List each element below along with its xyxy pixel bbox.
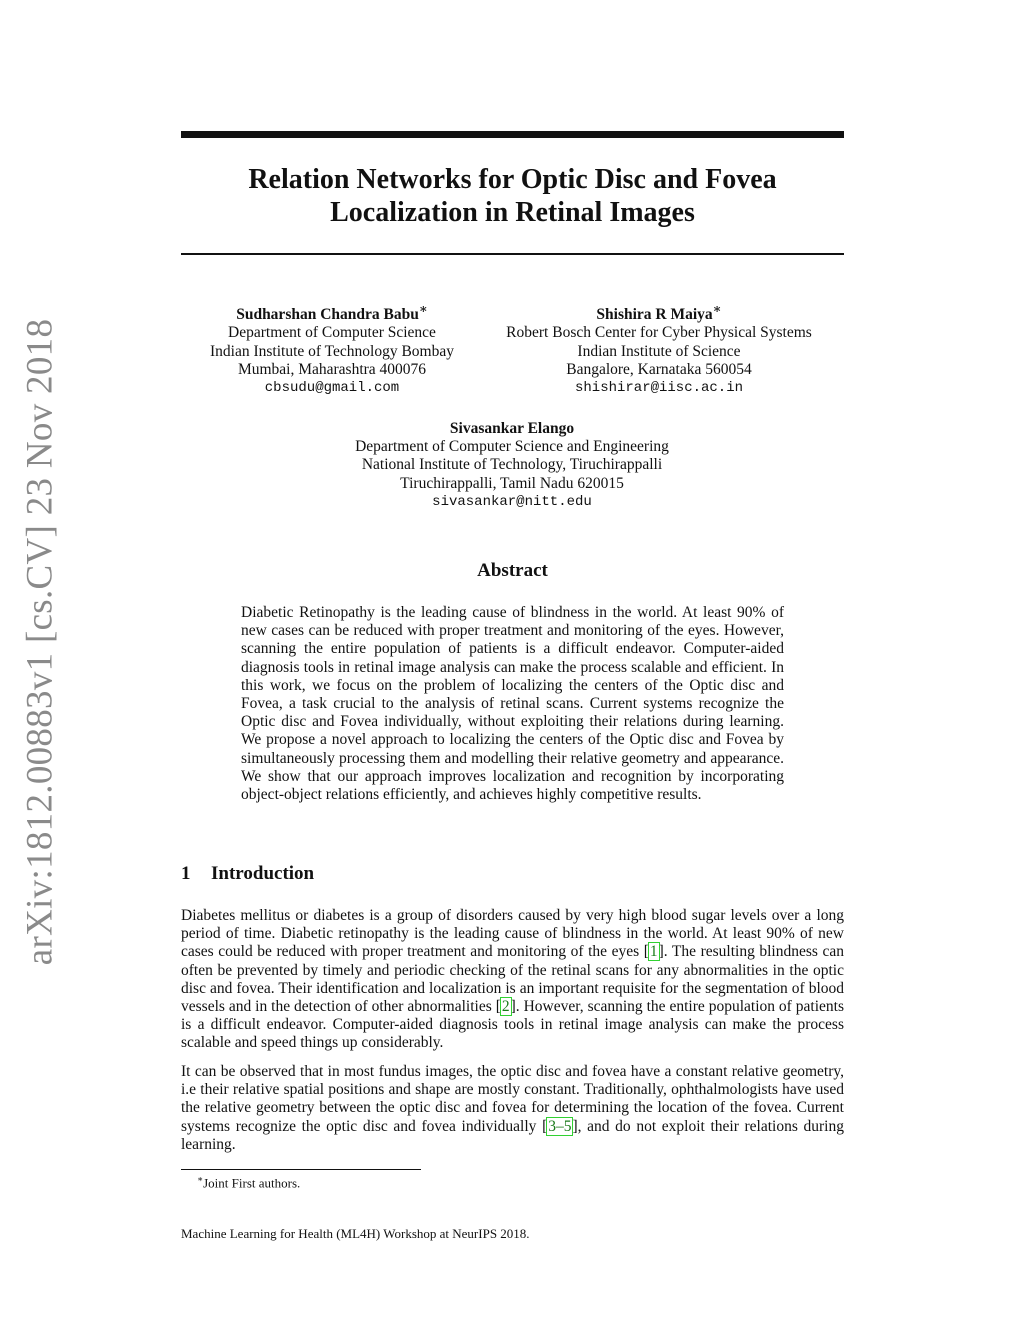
arxiv-id-text: arXiv:1812.00883v1 [cs.CV] 23 Nov 2018: [19, 318, 61, 966]
author-block-2: [480, 300, 838, 397]
author-address: Bangalore, Karnataka 560054: [566, 360, 752, 378]
paper-title: [181, 163, 844, 229]
venue-note: Machine Learning for Health (ML4H) Workshop at NeurIPS 2018.: [181, 1226, 530, 1241]
citation-link[interactable]: 2: [501, 998, 510, 1016]
citation-link[interactable]: 3–5: [548, 1117, 572, 1135]
author-institution: National Institute of Technology, Tiruchirappalli: [361, 456, 663, 474]
author-name: Sivasankar Elango: [449, 420, 575, 437]
arxiv-identifier-stamp: [0, 0, 80, 1325]
author-email: sivasankar@nitt.edu: [432, 493, 592, 510]
title-line-2: Localization in Retinal Images: [330, 197, 695, 228]
section-heading-introduction: [181, 863, 314, 885]
footnote-mark: ∗: [197, 1174, 204, 1184]
title-top-rule: [181, 131, 844, 138]
author-block-3: [300, 420, 724, 511]
author-department: Robert Bosch Center for Cyber Physical Systems: [506, 324, 812, 342]
section-number: 1: [181, 863, 191, 884]
footnote-text: Joint First authors.: [203, 1175, 301, 1191]
citation-link[interactable]: 1: [649, 943, 658, 961]
title-bottom-rule: [181, 253, 844, 255]
section-title: Introduction: [211, 863, 315, 884]
intro-paragraph-1: Diabetes mellitus or diabetes is a group of disorders caused by very high blood sugar levels over a long period of time. Diabetic retinopathy is the leading cause of blindness in the world. At least 90% of new cases could be reduced with proper treatment and monitoring of the eyes [1]. The resulting blindness can often be prevented by timely and periodic checking of the retinal scans for any abnormalities in the optic disc and fovea. Their identification and localization is an important requisite for the segmentation of blood vessels and in the detection of other abnormalities [2]. However, scanning the entire population of patients is a difficult endeavor. Computer-aided diagnosis tools in retinal image analysis can make the process scalable and speed things up considerably.: [181, 907, 844, 1052]
title-line-1: Relation Networks for Optic Disc and Fovea: [248, 164, 777, 195]
intro-paragraph-2: It can be observed that in most fundus images, the optic disc and fovea have a constant relative geometry, i.e their relative spatial positions and shape are mostly constant. Traditionally, ophthalmologists have used the relative geometry between the optic disc and fovea for determining the location of the fovea. Current systems recognize the optic disc and fovea individually [3–5], and do not exploit their relations during learning.: [181, 1063, 844, 1153]
author-institution: Indian Institute of Technology Bombay: [209, 342, 454, 360]
author-block-1: [182, 300, 482, 397]
author-address: Tiruchirappalli, Tamil Nadu 620015: [400, 474, 624, 492]
footnote: [197, 1174, 300, 1191]
author-address: Mumbai, Maharashtra 400076: [237, 360, 427, 378]
author-email: cbsudu@gmail.com: [264, 379, 400, 396]
author-name: Sudharshan Chandra Babu∗: [236, 301, 428, 324]
author-department: Department of Computer Science and Engineering: [355, 438, 669, 456]
author-name: Shishira R Maiya∗: [596, 301, 722, 324]
author-institution: Indian Institute of Science: [577, 342, 741, 360]
abstract-heading: Abstract: [477, 560, 548, 581]
author-email: shishirar@iisc.ac.in: [574, 379, 744, 396]
abstract-body: Diabetic Retinopathy is the leading cause of blindness in the world. At least 90% of new cases can be reduced with proper treatment and monitoring of the eyes. However, scanning the entire population of patients is a difficult endeavor. Computer-aided diagnosis tools in retinal image analysis can make the process scalable and efficient. In this work, we focus on the problem of localizing the centers of the Optic disc and Fovea, a task crucial to the analysis of retinal scans. Current systems recognize the Optic disc and Fovea individually, without exploiting their relations during learning. We propose a novel approach to localizing the centers of the Optic disc and Fovea by simultaneously processing them and modelling their relative geometry and appearance. We show that our approach improves localization and recognition by incorporating object-object relations efficiently, and achieves highly competitive results.: [241, 604, 784, 804]
footnote-rule: [181, 1169, 421, 1170]
author-department: Department of Computer Science: [228, 324, 436, 342]
